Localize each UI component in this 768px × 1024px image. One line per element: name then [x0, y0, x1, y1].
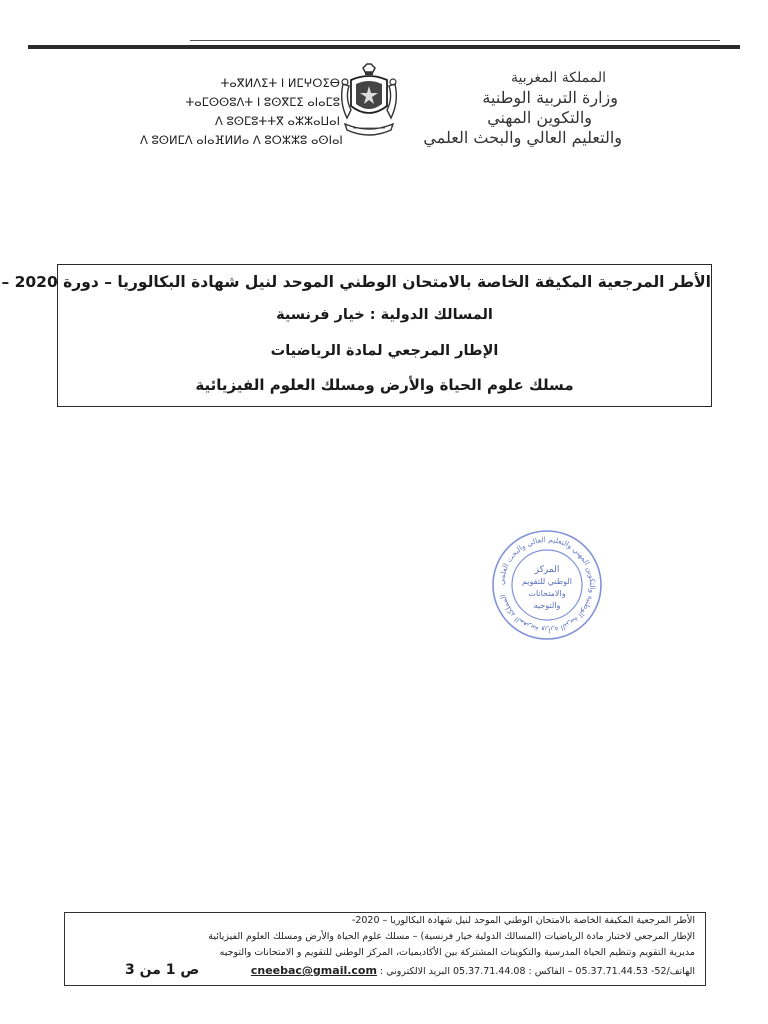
footer-directorate-line: مديرية التقويم وتنظيم الحياة المدرسية والتكوينات المشتركة بين الأكاديميات، المركز الوطني للتقويم و الامتحانات والتوجيه [219, 947, 695, 958]
footer-contact-text: الهاتف/52- 05.37.71.44.53 – الفاكس : 05.37.71.44.08 البريد الالكتروني : [379, 966, 695, 977]
royal-coat-of-arms-icon [337, 62, 401, 142]
official-stamp-icon [490, 528, 604, 642]
tifinagh-line: ⵜⴰⴳⵍⴷⵉⵜ ⵏ ⵍⵎⵖⵔⵉⴱ [220, 76, 340, 90]
tifinagh-line: ⴷ ⵓⵙⵎⵓⵜⵜⴳ ⴰⵣⵣⴰⵡⴰⵏ [214, 114, 340, 128]
footer-subject-line: الإطار المرجعي لاختبار مادة الرياضيات (المسالك الدولية خيار فرنسية) – مسلك علوم الحياة والأرض ومسلك العلوم الفيزيائية [208, 931, 695, 942]
footer-contact-line [251, 964, 695, 977]
stamp-center-line: والتوجيه [533, 601, 561, 610]
tifinagh-ministry-name [140, 74, 343, 150]
footer-title-line: الأطر المرجعية المكيفة الخاصة بالامتحان الوطني الموحد لنيل شهادة البكالوريا – 2020- [351, 915, 695, 926]
title-box [1, 264, 712, 407]
stamp-center-line: والامتحانات [528, 589, 566, 598]
tifinagh-line: ⵜⴰⵎⵙⵙⵓⴷⵜ ⵏ ⵓⵙⴳⵎⵉ ⴰⵏⴰⵎⵓ [185, 95, 340, 109]
stamp-ring-text: المملكة المغربية وزارة التربية الوطنية والتكوين المهني والتعليم العالي والبحث العلمي [496, 534, 598, 636]
arabic-header-line: والتكوين المهني [487, 108, 592, 127]
arabic-header-line: والتعليم العالي والبحث العلمي [423, 128, 622, 147]
stamp-center-line: الوطني للتقويم [521, 577, 573, 586]
stamp-center-line: المركز [534, 565, 560, 575]
footer-email-link[interactable]: cneebac@gmail.com [250, 964, 377, 977]
arabic-header-line: وزارة التربية الوطنية [482, 88, 618, 107]
streams-subtitle: مسلك علوم الحياة والأرض ومسلك العلوم الفيزيائية [195, 376, 574, 394]
track-subtitle: المسالك الدولية : خيار فرنسية [276, 307, 493, 323]
top-thin-rule [190, 40, 720, 41]
ministry-name-arabic [400, 68, 622, 148]
arabic-header-line: المملكة المغربية [510, 70, 606, 86]
top-rule [28, 45, 740, 49]
tifinagh-line: ⴷ ⵓⵙⵍⵎⴷ ⴰⵏⴰⴼⵍⵍⴰ ⴷ ⵓⵔⵣⵣⵓ ⴰⵙⵏⴰⵏ [140, 133, 343, 147]
subject-subtitle: الإطار المرجعي لمادة الرياضيات [270, 343, 499, 359]
main-title: الأطر المرجعية المكيفة الخاصة بالامتحان الوطني الموحد لنيل شهادة البكالوريا – دورة 2020 – [1, 273, 711, 291]
footer-box [64, 912, 706, 986]
page-number: ص 1 من 3 [125, 962, 200, 978]
